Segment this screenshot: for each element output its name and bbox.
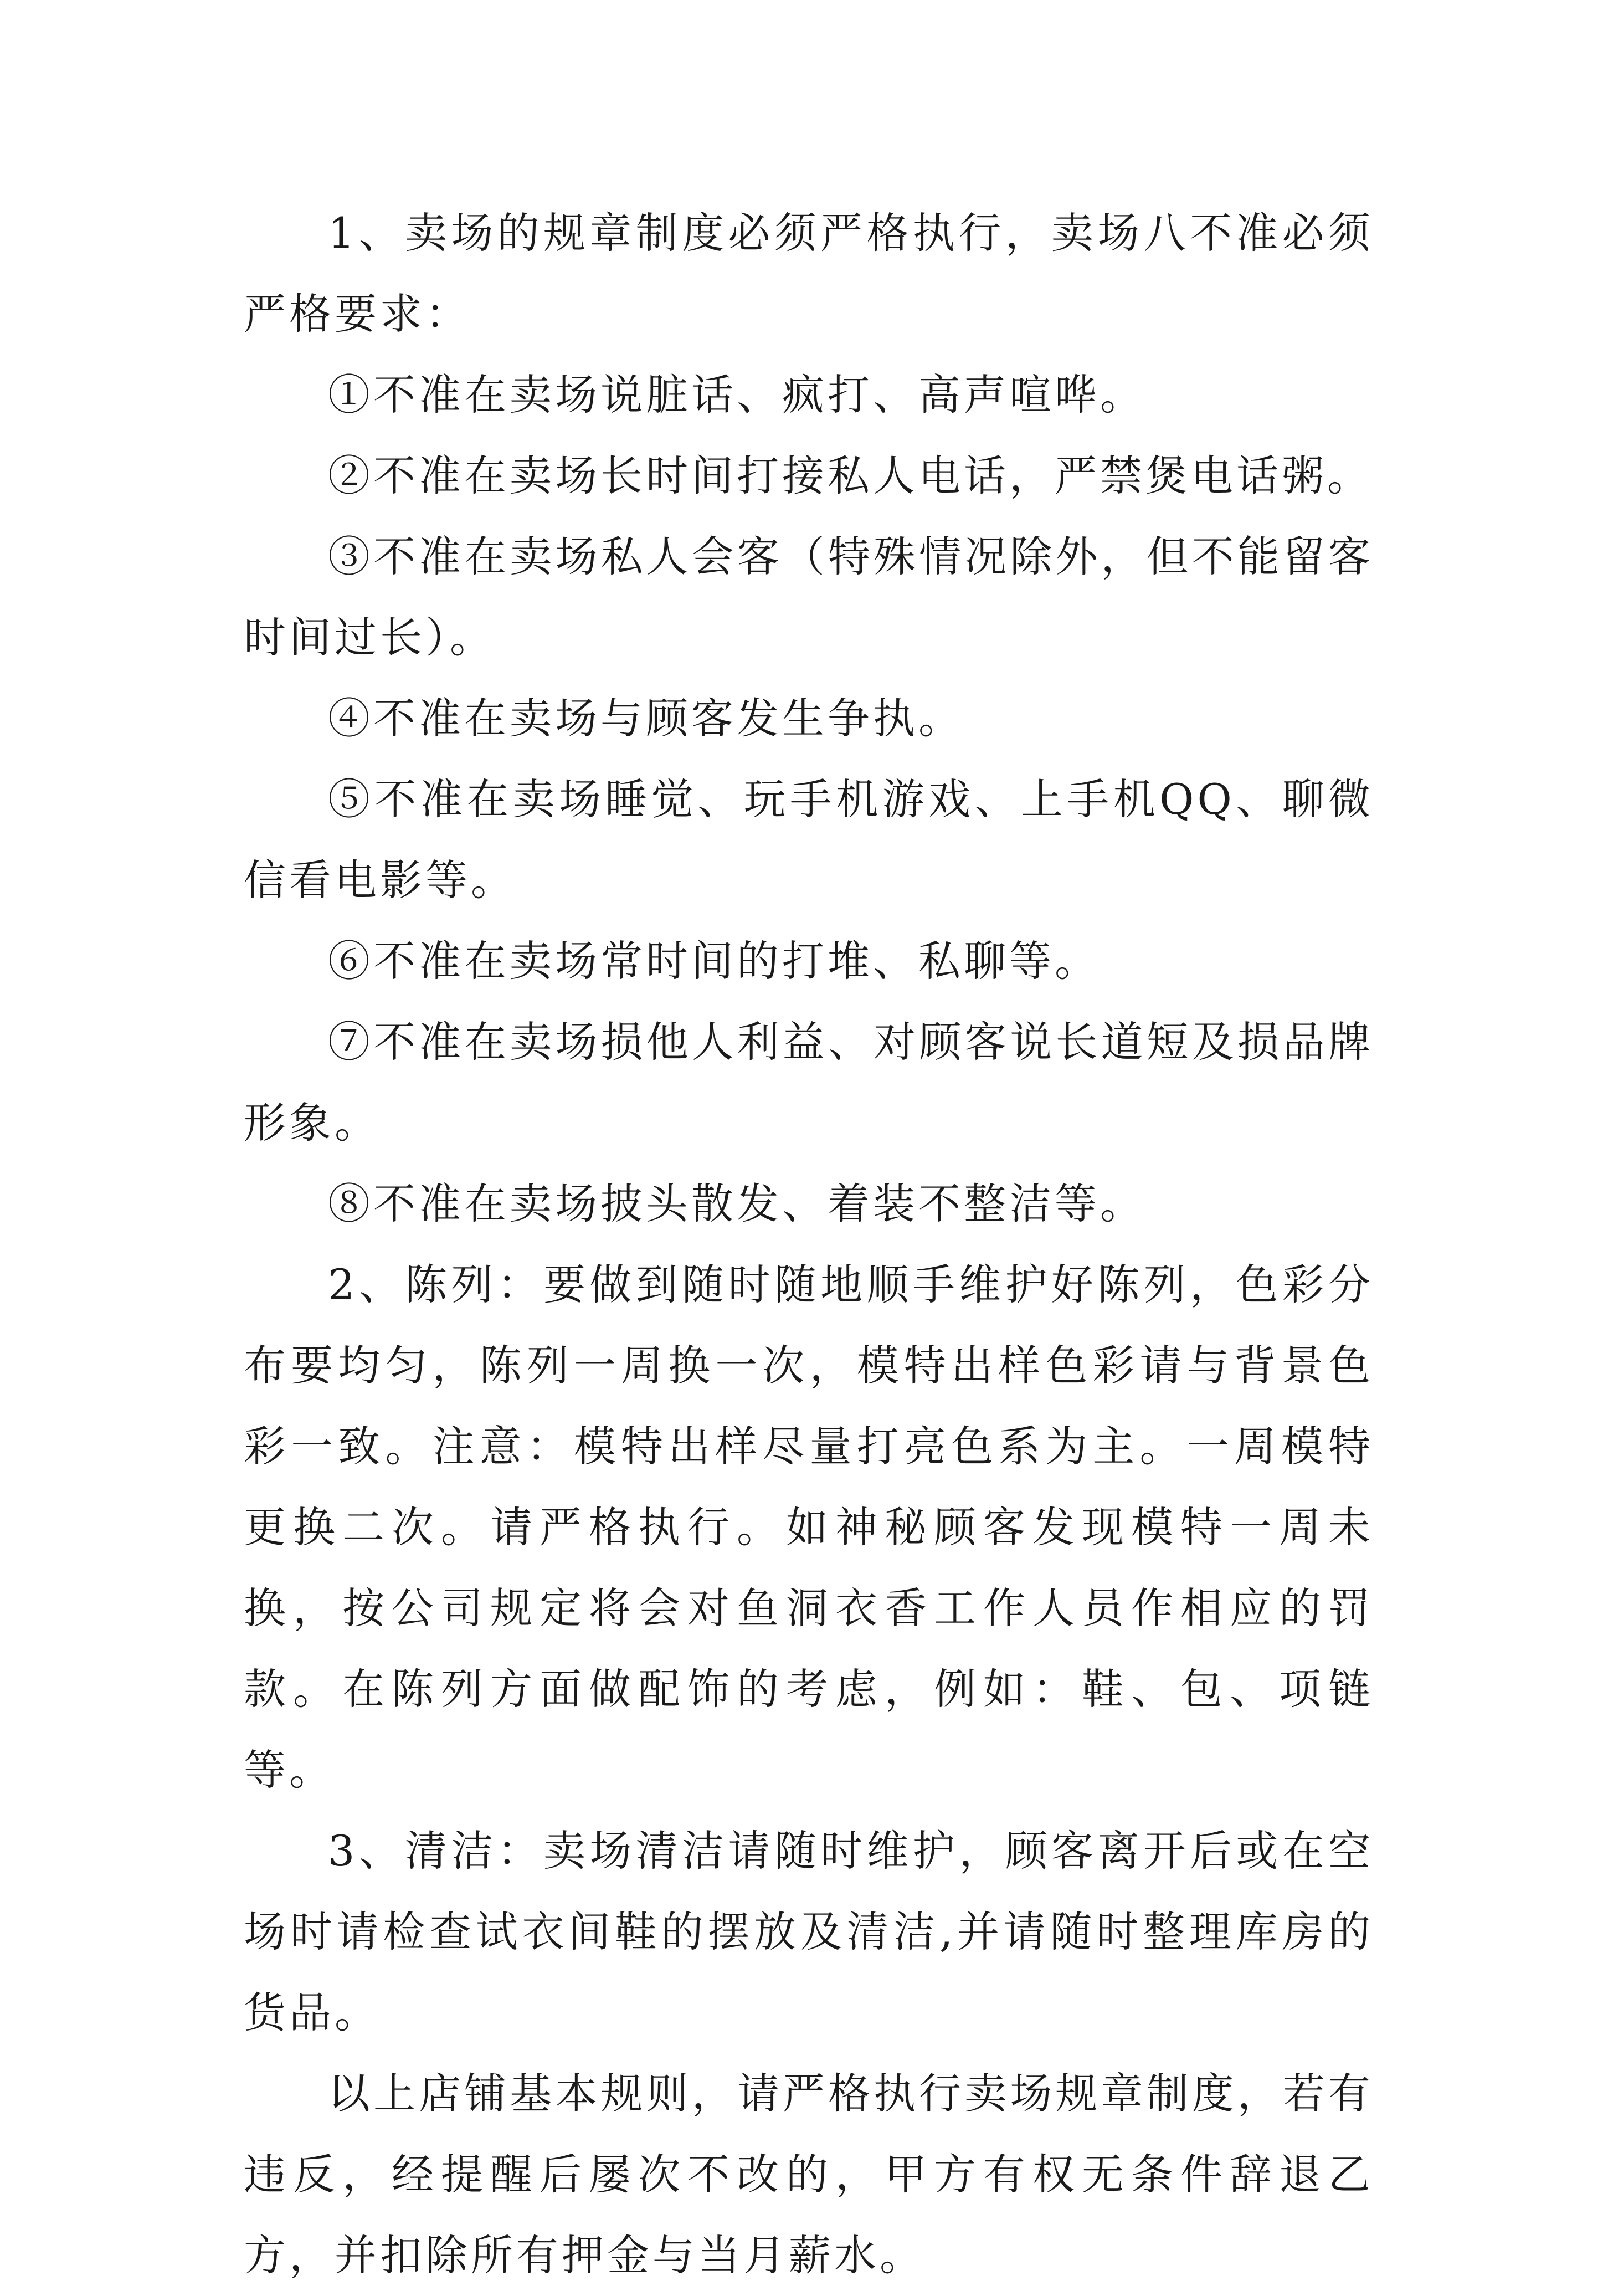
document-body [244, 193, 1374, 2296]
rule-1-item-3: ③不准在卖场私人会客（特殊情况除外，但不能留客时间过长）。 [244, 532, 1374, 662]
rule-1-item-2: ②不准在卖场长时间打接私人电话，严禁煲电话粥。 [328, 451, 1373, 500]
closing-statement: 以上店铺基本规则，请严格执行卖场规章制度，若有违反，经提醒后屡次不改的，甲方有权无条件辞退乙方，并扣除所有押金与当月薪水。 [244, 2069, 1374, 2280]
rule-1-item-1: ①不准在卖场说脏话、疯打、高声喧哗。 [328, 370, 1145, 419]
rule-1-intro: 1、卖场的规章制度必须严格执行，卖场八不准必须严格要求： [244, 208, 1374, 339]
rule-1-item-5: ⑤不准在卖场睡觉、玩手机游戏、上手机QQ、聊微信看电影等。 [244, 775, 1374, 905]
rule-2-display: 2、陈列：要做到随时随地顺手维护好陈列，色彩分布要均匀，陈列一周换一次，模特出样色彩请与背景色彩一致。注意：模特出样尽量打亮色系为主。一周模特更换二次。请严格执行。如神秘顾客发现模特一周未换，按公司规定将会对鱼洞衣香工作人员作相应的罚款。在陈列方面做配饰的考虑，例如：鞋、包、项链等。 [244, 1260, 1374, 1795]
rule-3-cleaning: 3、清洁：卖场清洁请随时维护，顾客离开后或在空场时请检查试衣间鞋的摆放及清洁,并请随时整理库房的货品。 [244, 1826, 1374, 2037]
rule-1-item-6: ⑥不准在卖场常时间的打堆、私聊等。 [328, 936, 1100, 986]
rule-1-item-4: ④不准在卖场与顾客发生争执。 [328, 694, 964, 743]
rule-1-item-7: ⑦不准在卖场损他人利益、对顾客说长道短及损品牌形象。 [244, 1017, 1374, 1147]
rule-1-item-8: ⑧不准在卖场披头散发、着装不整洁等。 [328, 1179, 1145, 1228]
